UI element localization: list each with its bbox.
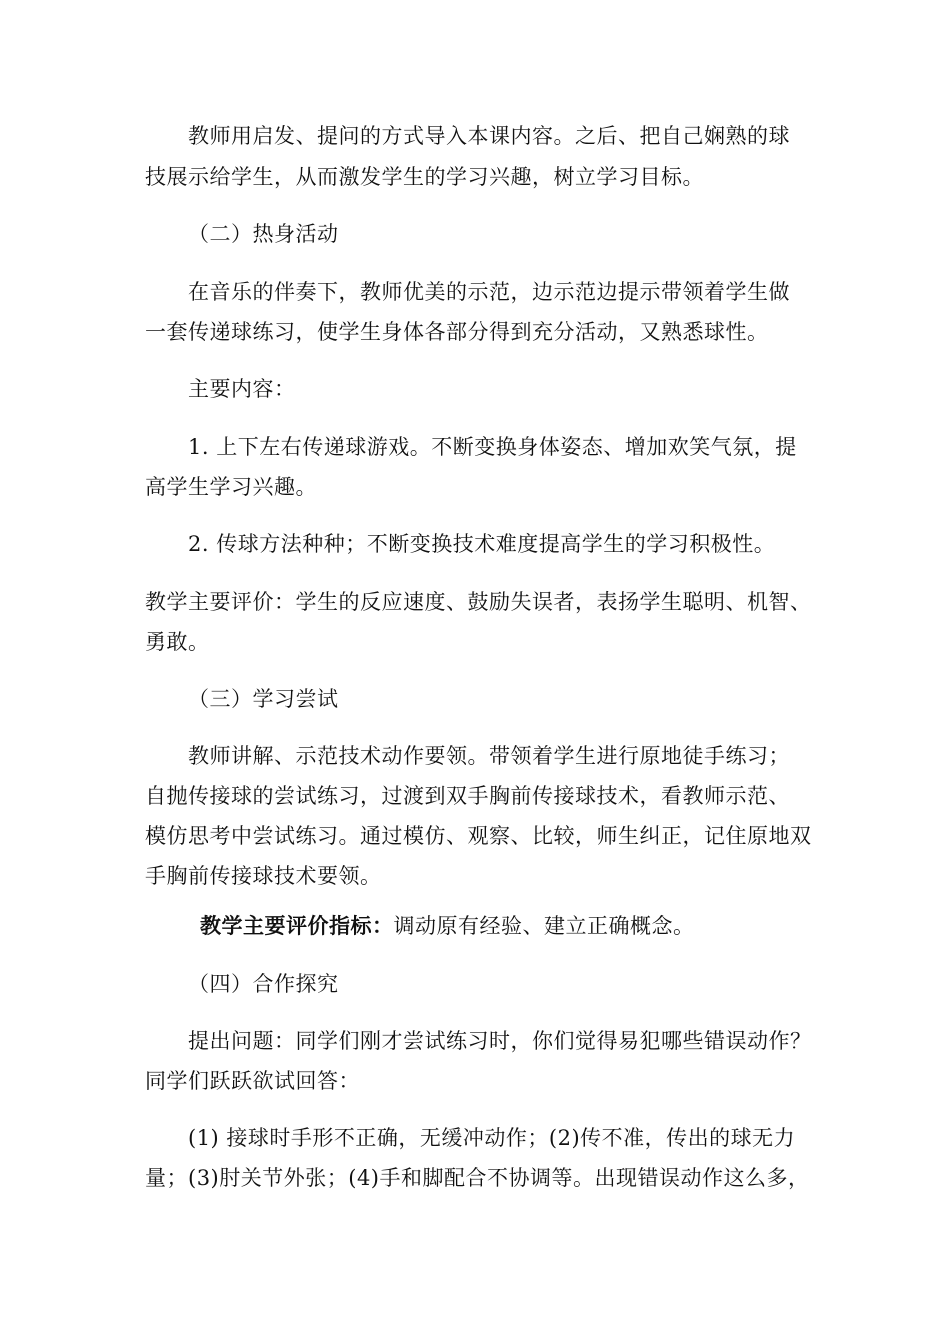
main-content-label: 主要内容： bbox=[188, 377, 296, 401]
paragraph-intro-line-1: 教师用启发、提问的方式导入本课内容。之后、把自己娴熟的球 bbox=[188, 124, 790, 148]
paragraph-trial-line-2: 自抛传接球的尝试练习，过渡到双手胸前传接球技术，看教师示范、 bbox=[145, 784, 790, 808]
paragraph-errors-line-2: 量；(3)肘关节外张；(4)手和脚配合不协调等。出现错误动作这么多， bbox=[145, 1166, 810, 1190]
evaluation-line-2: 勇敢。 bbox=[145, 630, 210, 654]
paragraph-warmup-line-2: 一套传递球练习，使学生身体各部分得到充分活动，又熟悉球性。 bbox=[145, 320, 769, 344]
evaluation-line-1: 教学主要评价：学生的反应速度、鼓励失误者，表扬学生聪明、机智、 bbox=[145, 590, 812, 614]
section-heading-trial: （三）学习尝试 bbox=[188, 687, 339, 711]
evaluation-indicator-label: 教学主要评价指标： bbox=[200, 913, 394, 938]
paragraph-warmup-line-1: 在音乐的伴奏下，教师优美的示范，边示范边提示带领着学生做 bbox=[188, 280, 790, 304]
paragraph-errors-line-1: (1) 接球时手形不正确，无缓冲动作；(2)传不准，传出的球无力 bbox=[188, 1126, 796, 1150]
paragraph-trial-line-1: 教师讲解、示范技术动作要领。带领着学生进行原地徒手练习； bbox=[188, 744, 790, 768]
list-item-1-line-1: 1. 上下左右传递球游戏。不断变换身体姿态、增加欢笑气氛，提 bbox=[188, 435, 797, 459]
list-item-1-line-2: 高学生学习兴趣。 bbox=[145, 475, 317, 499]
list-item-2: 2. 传球方法种种；不断变换技术难度提高学生的学习积极性。 bbox=[188, 532, 776, 556]
paragraph-intro-line-2: 技展示给学生，从而激发学生的学习兴趣，树立学习目标。 bbox=[145, 165, 704, 189]
evaluation-indicator-text: 调动原有经验、建立正确概念。 bbox=[393, 914, 695, 938]
section-heading-warmup: （二）热身活动 bbox=[188, 222, 339, 246]
paragraph-question-line-1: 提出问题：同学们刚才尝试练习时，你们觉得易犯哪些错误动作？ bbox=[188, 1029, 812, 1053]
paragraph-trial-line-4: 手胸前传接球技术要领。 bbox=[145, 864, 382, 888]
evaluation-indicator bbox=[200, 911, 880, 941]
paragraph-trial-line-3: 模仿思考中尝试练习。通过模仿、观察、比较，师生纠正，记住原地双 bbox=[145, 824, 812, 848]
section-heading-cooperation: （四）合作探究 bbox=[188, 972, 339, 996]
paragraph-question-line-2: 同学们跃跃欲试回答： bbox=[145, 1069, 360, 1093]
